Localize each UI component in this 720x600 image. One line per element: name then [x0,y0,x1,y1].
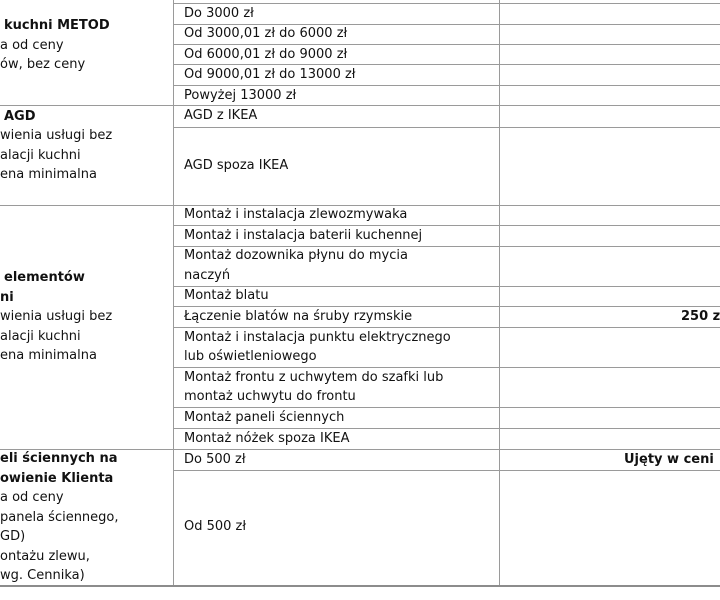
section-note: wg. Cennika) [0,568,85,583]
section-note: wienia usługi bez [0,309,113,324]
section-heading: ni [0,290,14,305]
section-note: ontażu zlewu, [0,549,90,564]
row-divider [173,127,720,128]
row-divider [173,470,720,471]
section-note: wienia usługi bez [0,128,113,143]
table-cell: AGD z IKEA [184,108,258,123]
section-heading: eli ściennych na [0,451,118,466]
section-heading: AGD [4,109,36,124]
section-note: ów, bez ceny [0,57,86,72]
table-cell: Montaż i instalacja punktu elektrycznego [184,330,451,345]
table-cell: Montaż dozownika płynu do mycia [184,248,408,263]
table-cell: Od 500 zł [184,519,247,534]
table-bottom-border [0,585,720,587]
row-divider [173,3,720,4]
table-cell: Łączenie blatów na śruby rzymskie [184,309,413,324]
section-note: alacji kuchni [0,148,81,163]
table-cell: Od 9000,01 zł do 13000 zł [184,67,356,82]
price-cell: 250 z [681,309,720,324]
section-heading: owienie Klienta [0,471,114,486]
table-cell: Do 3000 zł [184,6,254,21]
table-cell: Montaż nóżek spoza IKEA [184,431,350,446]
section-note: a od ceny [0,490,64,505]
table-cell: Od 6000,01 zł do 9000 zł [184,47,348,62]
table-cell: AGD spoza IKEA [184,158,289,173]
table-cell: Do 500 zł [184,452,246,467]
table-cell: montaż uchwytu do frontu [184,389,356,404]
table-cell: lub oświetleniowego [184,349,317,364]
table-cell: Powyżej 13000 zł [184,88,297,103]
column-divider [499,0,500,586]
section-divider [0,105,720,106]
table-cell: Montaż frontu z uchwytem do szafki lub [184,370,444,385]
section-note: ena minimalna [0,348,97,363]
section-note: panela ściennego, [0,510,119,525]
section-note: a od ceny [0,38,64,53]
table-cell: naczyń [184,268,231,283]
table-cell: Montaż i instalacja baterii kuchennej [184,228,423,243]
table-cell: Montaż blatu [184,288,269,303]
column-divider [173,0,174,586]
table-cell: Od 3000,01 zł do 6000 zł [184,26,348,41]
price-cell: Ujęty w ceni [624,452,714,467]
table-cell: Montaż i instalacja zlewozmywaka [184,207,408,222]
section-note: alacji kuchni [0,329,81,344]
section-heading: kuchni METOD [4,18,110,33]
section-heading: elementów [4,270,85,285]
table-cell: Montaż paneli ściennych [184,410,345,425]
section-note: ena minimalna [0,167,97,182]
section-note: GD) [0,529,26,544]
